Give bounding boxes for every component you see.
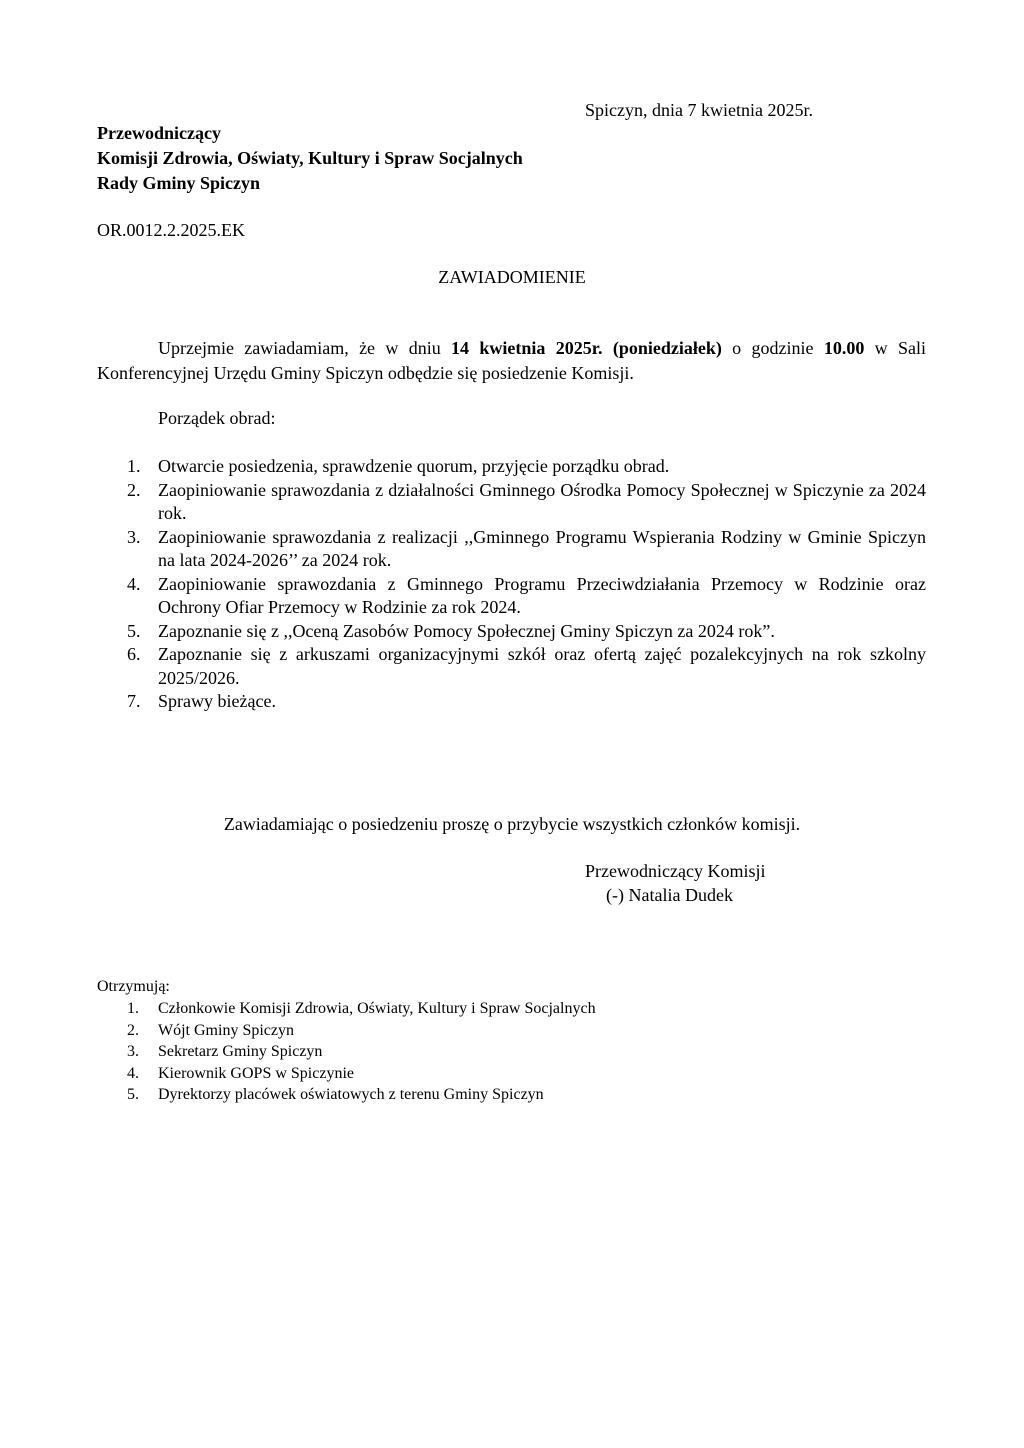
agenda-item-text: Sprawy bieżące.	[158, 691, 276, 711]
agenda-list	[97, 455, 926, 714]
recipient-item	[97, 998, 926, 1020]
header-line-2: Komisji Zdrowia, Oświaty, Kultury i Spraw Socjalnych	[97, 148, 523, 168]
agenda-item-text: Zapoznanie się z arkuszami organizacyjnymi szkół oraz ofertą zajęć pozalekcyjnych na rok szkolny 2025/2026.	[158, 644, 926, 688]
recipient-number: 3.	[127, 1043, 139, 1060]
intro-paragraph	[97, 336, 926, 386]
recipients-title: Otrzymują:	[97, 978, 170, 995]
closing-sentence: Zawiadamiając o posiedzeniu proszę o przybycie wszystkich członków komisji.	[223, 814, 801, 834]
signature-name: (-) Natalia Dudek	[606, 885, 733, 905]
recipient-number: 2.	[127, 1021, 139, 1039]
meeting-time: 10.00	[823, 338, 865, 358]
agenda-title: Porządek obrad:	[158, 408, 276, 428]
agenda-item-text: Zaopiniowanie sprawozdania z działalności Gminnego Ośrodka Pomocy Społecznej w Spiczynie za 2024 rok.	[158, 479, 926, 523]
intro-part-2: o godzinie	[721, 338, 824, 358]
recipient-text: Członkowie Komisji Zdrowia, Oświaty, Kultury i Spraw Socjalnych	[158, 1000, 596, 1017]
recipients-list	[97, 998, 926, 1106]
intro-part-1: Uprzejmie zawiadamiam, że w dniu	[158, 338, 452, 358]
recipient-number: 5.	[127, 1086, 139, 1103]
signature-role: Przewodniczący Komisji	[585, 861, 766, 881]
agenda-item-text: Otwarcie posiedzenia, sprawdzenie quorum, przyjęcie porządku obrad.	[158, 456, 670, 476]
intro-part-3: w Sali Konferencyjnej Urzędu Gminy Spiczyn odbędzie się posiedzenie Komisji.	[97, 338, 926, 383]
header-line-3: Rady Gminy Spiczyn	[97, 173, 261, 193]
agenda-item	[97, 620, 926, 644]
agenda-item-number: 1.	[127, 456, 141, 476]
agenda-item-number: 2.	[127, 479, 141, 500]
agenda-item	[97, 526, 926, 573]
agenda-item-number: 6.	[127, 644, 141, 664]
header-line-1: Przewodniczący	[97, 123, 221, 143]
agenda-item-text: Zaopiniowanie sprawozdania z realizacji ,,Gminnego Programu Wspierania Rodziny w Gminie Spiczyn na lata 2024-2026’’ za 2024 rok.	[158, 526, 926, 570]
recipient-number: 4.	[127, 1064, 139, 1082]
recipient-number: 1.	[127, 1000, 139, 1017]
recipient-text: Dyrektorzy placówek oświatowych z terenu Gminy Spiczyn	[158, 1086, 544, 1103]
place-date: Spiczyn, dnia 7 kwietnia 2025r.	[585, 100, 813, 120]
meeting-date: 14 kwietnia 2025r. (poniedziałek)	[451, 338, 722, 358]
reference-number: OR.0012.2.2025.EK	[97, 220, 245, 240]
agenda-item-number: 5.	[127, 620, 141, 641]
recipient-text: Wójt Gminy Spiczyn	[158, 1021, 294, 1039]
recipient-item	[97, 1041, 926, 1063]
agenda-item	[97, 455, 926, 479]
agenda-item-text: Zapoznanie się z ,,Oceną Zasobów Pomocy Społecznej Gminy Spiczyn za 2024 rok”.	[158, 620, 775, 641]
recipient-item	[97, 1084, 926, 1106]
agenda-item	[97, 643, 926, 690]
recipient-text: Kierownik GOPS w Spiczynie	[158, 1064, 354, 1082]
agenda-item	[97, 690, 926, 714]
agenda-item	[97, 573, 926, 620]
recipient-text: Sekretarz Gminy Spiczyn	[158, 1043, 323, 1060]
recipient-item	[97, 1063, 926, 1085]
agenda-item	[97, 479, 926, 526]
agenda-item-number: 4.	[127, 573, 141, 594]
recipient-item	[97, 1020, 926, 1042]
agenda-item-text: Zaopiniowanie sprawozdania z Gminnego Programu Przeciwdziałania Przemocy w Rodzinie oraz Ochrony Ofiar Przemocy w Rodzinie za rok 2024.	[158, 573, 926, 617]
agenda-item-number: 7.	[127, 691, 141, 711]
agenda-item-number: 3.	[127, 526, 141, 547]
document-title: ZAWIADOMIENIE	[438, 267, 586, 287]
